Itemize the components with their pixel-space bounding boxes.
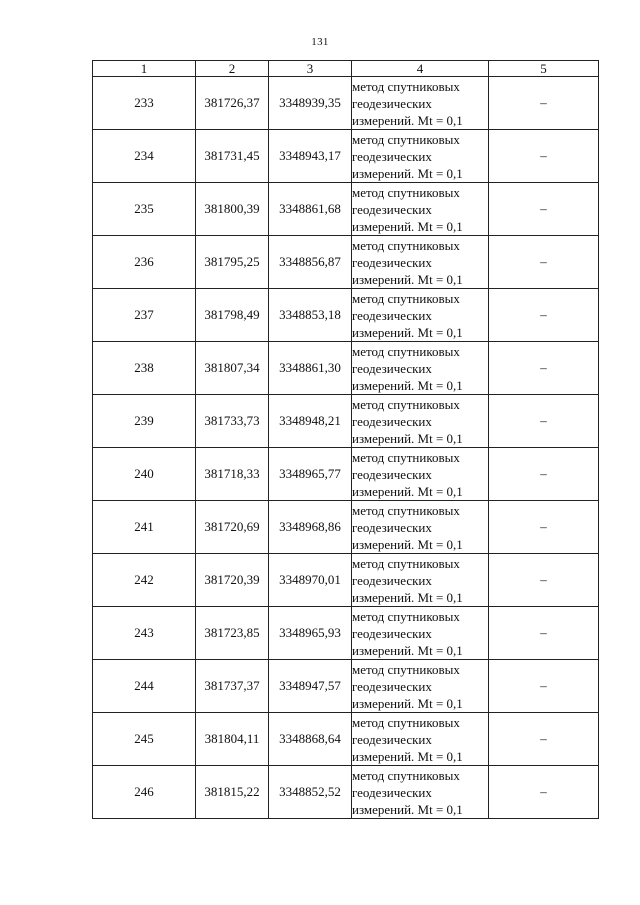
point-number-cell: 242 — [93, 554, 196, 607]
method-line: геодезических — [352, 413, 432, 429]
point-number-cell: 235 — [93, 183, 196, 236]
point-number-cell: 234 — [93, 130, 196, 183]
y-coordinate-cell: 3348965,93 — [269, 607, 352, 660]
method-line: геодезических — [352, 519, 432, 535]
method-cell — [352, 607, 489, 660]
table-body — [93, 77, 599, 819]
point-number-cell: 243 — [93, 607, 196, 660]
column-header-2: 2 — [196, 61, 269, 77]
method-line: геодезических — [352, 201, 432, 217]
method-line: геодезических — [352, 254, 432, 270]
point-number-cell: 233 — [93, 77, 196, 130]
x-coordinate-cell: 381723,85 — [196, 607, 269, 660]
y-coordinate-cell: 3348965,77 — [269, 448, 352, 501]
point-number-cell: 246 — [93, 766, 196, 819]
y-coordinate-cell: 3348970,01 — [269, 554, 352, 607]
method-line: метод спутниковых — [352, 714, 460, 730]
method-line: метод спутниковых — [352, 78, 460, 94]
method-line: метод спутниковых — [352, 131, 460, 147]
x-coordinate-cell: 381720,69 — [196, 501, 269, 554]
method-cell — [352, 554, 489, 607]
x-coordinate-cell: 381804,11 — [196, 713, 269, 766]
point-number-cell: 240 — [93, 448, 196, 501]
note-cell: – — [489, 766, 599, 819]
method-cell — [352, 713, 489, 766]
table-row — [93, 342, 599, 395]
method-line: геодезических — [352, 625, 432, 641]
point-number-cell: 239 — [93, 395, 196, 448]
method-line: геодезических — [352, 360, 432, 376]
x-coordinate-cell: 381798,49 — [196, 289, 269, 342]
method-line: геодезических — [352, 731, 432, 747]
method-line: измерений. Mt = 0,1 — [352, 377, 463, 393]
note-cell: – — [489, 236, 599, 289]
note-cell: – — [489, 501, 599, 554]
method-line: измерений. Mt = 0,1 — [352, 748, 463, 764]
table-row — [93, 448, 599, 501]
note-cell: – — [489, 713, 599, 766]
table-row — [93, 77, 599, 130]
page-number: 131 — [311, 36, 329, 48]
y-coordinate-cell: 3348948,21 — [269, 395, 352, 448]
method-line: геодезических — [352, 466, 432, 482]
y-coordinate-cell: 3348856,87 — [269, 236, 352, 289]
y-coordinate-cell: 3348852,52 — [269, 766, 352, 819]
y-coordinate-cell: 3348853,18 — [269, 289, 352, 342]
x-coordinate-cell: 381795,25 — [196, 236, 269, 289]
point-number-cell: 245 — [93, 713, 196, 766]
table-row — [93, 766, 599, 819]
method-line: метод спутниковых — [352, 343, 460, 359]
point-number-cell: 236 — [93, 236, 196, 289]
method-cell — [352, 289, 489, 342]
x-coordinate-cell: 381720,39 — [196, 554, 269, 607]
y-coordinate-cell: 3348968,86 — [269, 501, 352, 554]
column-header-4: 4 — [352, 61, 489, 77]
x-coordinate-cell: 381718,33 — [196, 448, 269, 501]
method-cell — [352, 766, 489, 819]
x-coordinate-cell: 381800,39 — [196, 183, 269, 236]
method-line: геодезических — [352, 572, 432, 588]
method-cell — [352, 342, 489, 395]
method-cell — [352, 130, 489, 183]
y-coordinate-cell: 3348943,17 — [269, 130, 352, 183]
point-number-cell: 238 — [93, 342, 196, 395]
method-cell — [352, 660, 489, 713]
method-line: метод спутниковых — [352, 661, 460, 677]
method-line: измерений. Mt = 0,1 — [352, 271, 463, 287]
method-line: геодезических — [352, 678, 432, 694]
method-cell — [352, 236, 489, 289]
table-header-row — [93, 61, 599, 77]
note-cell: – — [489, 289, 599, 342]
method-line: измерений. Mt = 0,1 — [352, 483, 463, 499]
table-row — [93, 236, 599, 289]
method-cell — [352, 448, 489, 501]
method-line: метод спутниковых — [352, 449, 460, 465]
method-line: геодезических — [352, 95, 432, 111]
method-cell — [352, 77, 489, 130]
note-cell: – — [489, 395, 599, 448]
method-line: измерений. Mt = 0,1 — [352, 430, 463, 446]
point-number-cell: 237 — [93, 289, 196, 342]
table-row — [93, 607, 599, 660]
method-line: измерений. Mt = 0,1 — [352, 165, 463, 181]
x-coordinate-cell: 381733,73 — [196, 395, 269, 448]
note-cell: – — [489, 342, 599, 395]
method-line: измерений. Mt = 0,1 — [352, 589, 463, 605]
method-line: метод спутниковых — [352, 608, 460, 624]
method-line: метод спутниковых — [352, 290, 460, 306]
method-line: измерений. Mt = 0,1 — [352, 642, 463, 658]
table-row — [93, 554, 599, 607]
method-line: метод спутниковых — [352, 555, 460, 571]
note-cell: – — [489, 448, 599, 501]
method-line: геодезических — [352, 784, 432, 800]
method-line: геодезических — [352, 307, 432, 323]
method-line: измерений. Mt = 0,1 — [352, 801, 463, 817]
table-row — [93, 289, 599, 342]
method-line: метод спутниковых — [352, 184, 460, 200]
note-cell: – — [489, 183, 599, 236]
method-line: метод спутниковых — [352, 237, 460, 253]
method-line: метод спутниковых — [352, 396, 460, 412]
method-line: измерений. Mt = 0,1 — [352, 324, 463, 340]
y-coordinate-cell: 3348861,30 — [269, 342, 352, 395]
note-cell: – — [489, 554, 599, 607]
table-row — [93, 183, 599, 236]
x-coordinate-cell: 381815,22 — [196, 766, 269, 819]
table-row — [93, 501, 599, 554]
method-line: измерений. Mt = 0,1 — [352, 112, 463, 128]
method-cell — [352, 501, 489, 554]
column-header-3: 3 — [269, 61, 352, 77]
note-cell: – — [489, 660, 599, 713]
table-row — [93, 713, 599, 766]
method-cell — [352, 183, 489, 236]
table-row — [93, 660, 599, 713]
x-coordinate-cell: 381737,37 — [196, 660, 269, 713]
y-coordinate-cell: 3348939,35 — [269, 77, 352, 130]
y-coordinate-cell: 3348861,68 — [269, 183, 352, 236]
column-header-1: 1 — [93, 61, 196, 77]
note-cell: – — [489, 77, 599, 130]
table-row — [93, 395, 599, 448]
point-number-cell: 241 — [93, 501, 196, 554]
table-row — [93, 130, 599, 183]
method-line: метод спутниковых — [352, 767, 460, 783]
y-coordinate-cell: 3348868,64 — [269, 713, 352, 766]
method-cell — [352, 395, 489, 448]
point-number-cell: 244 — [93, 660, 196, 713]
method-line: измерений. Mt = 0,1 — [352, 218, 463, 234]
x-coordinate-cell: 381726,37 — [196, 77, 269, 130]
coordinates-table — [92, 60, 599, 819]
x-coordinate-cell: 381731,45 — [196, 130, 269, 183]
method-line: геодезических — [352, 148, 432, 164]
x-coordinate-cell: 381807,34 — [196, 342, 269, 395]
y-coordinate-cell: 3348947,57 — [269, 660, 352, 713]
note-cell: – — [489, 607, 599, 660]
method-line: измерений. Mt = 0,1 — [352, 695, 463, 711]
note-cell: – — [489, 130, 599, 183]
method-line: измерений. Mt = 0,1 — [352, 536, 463, 552]
method-line: метод спутниковых — [352, 502, 460, 518]
column-header-5: 5 — [489, 61, 599, 77]
